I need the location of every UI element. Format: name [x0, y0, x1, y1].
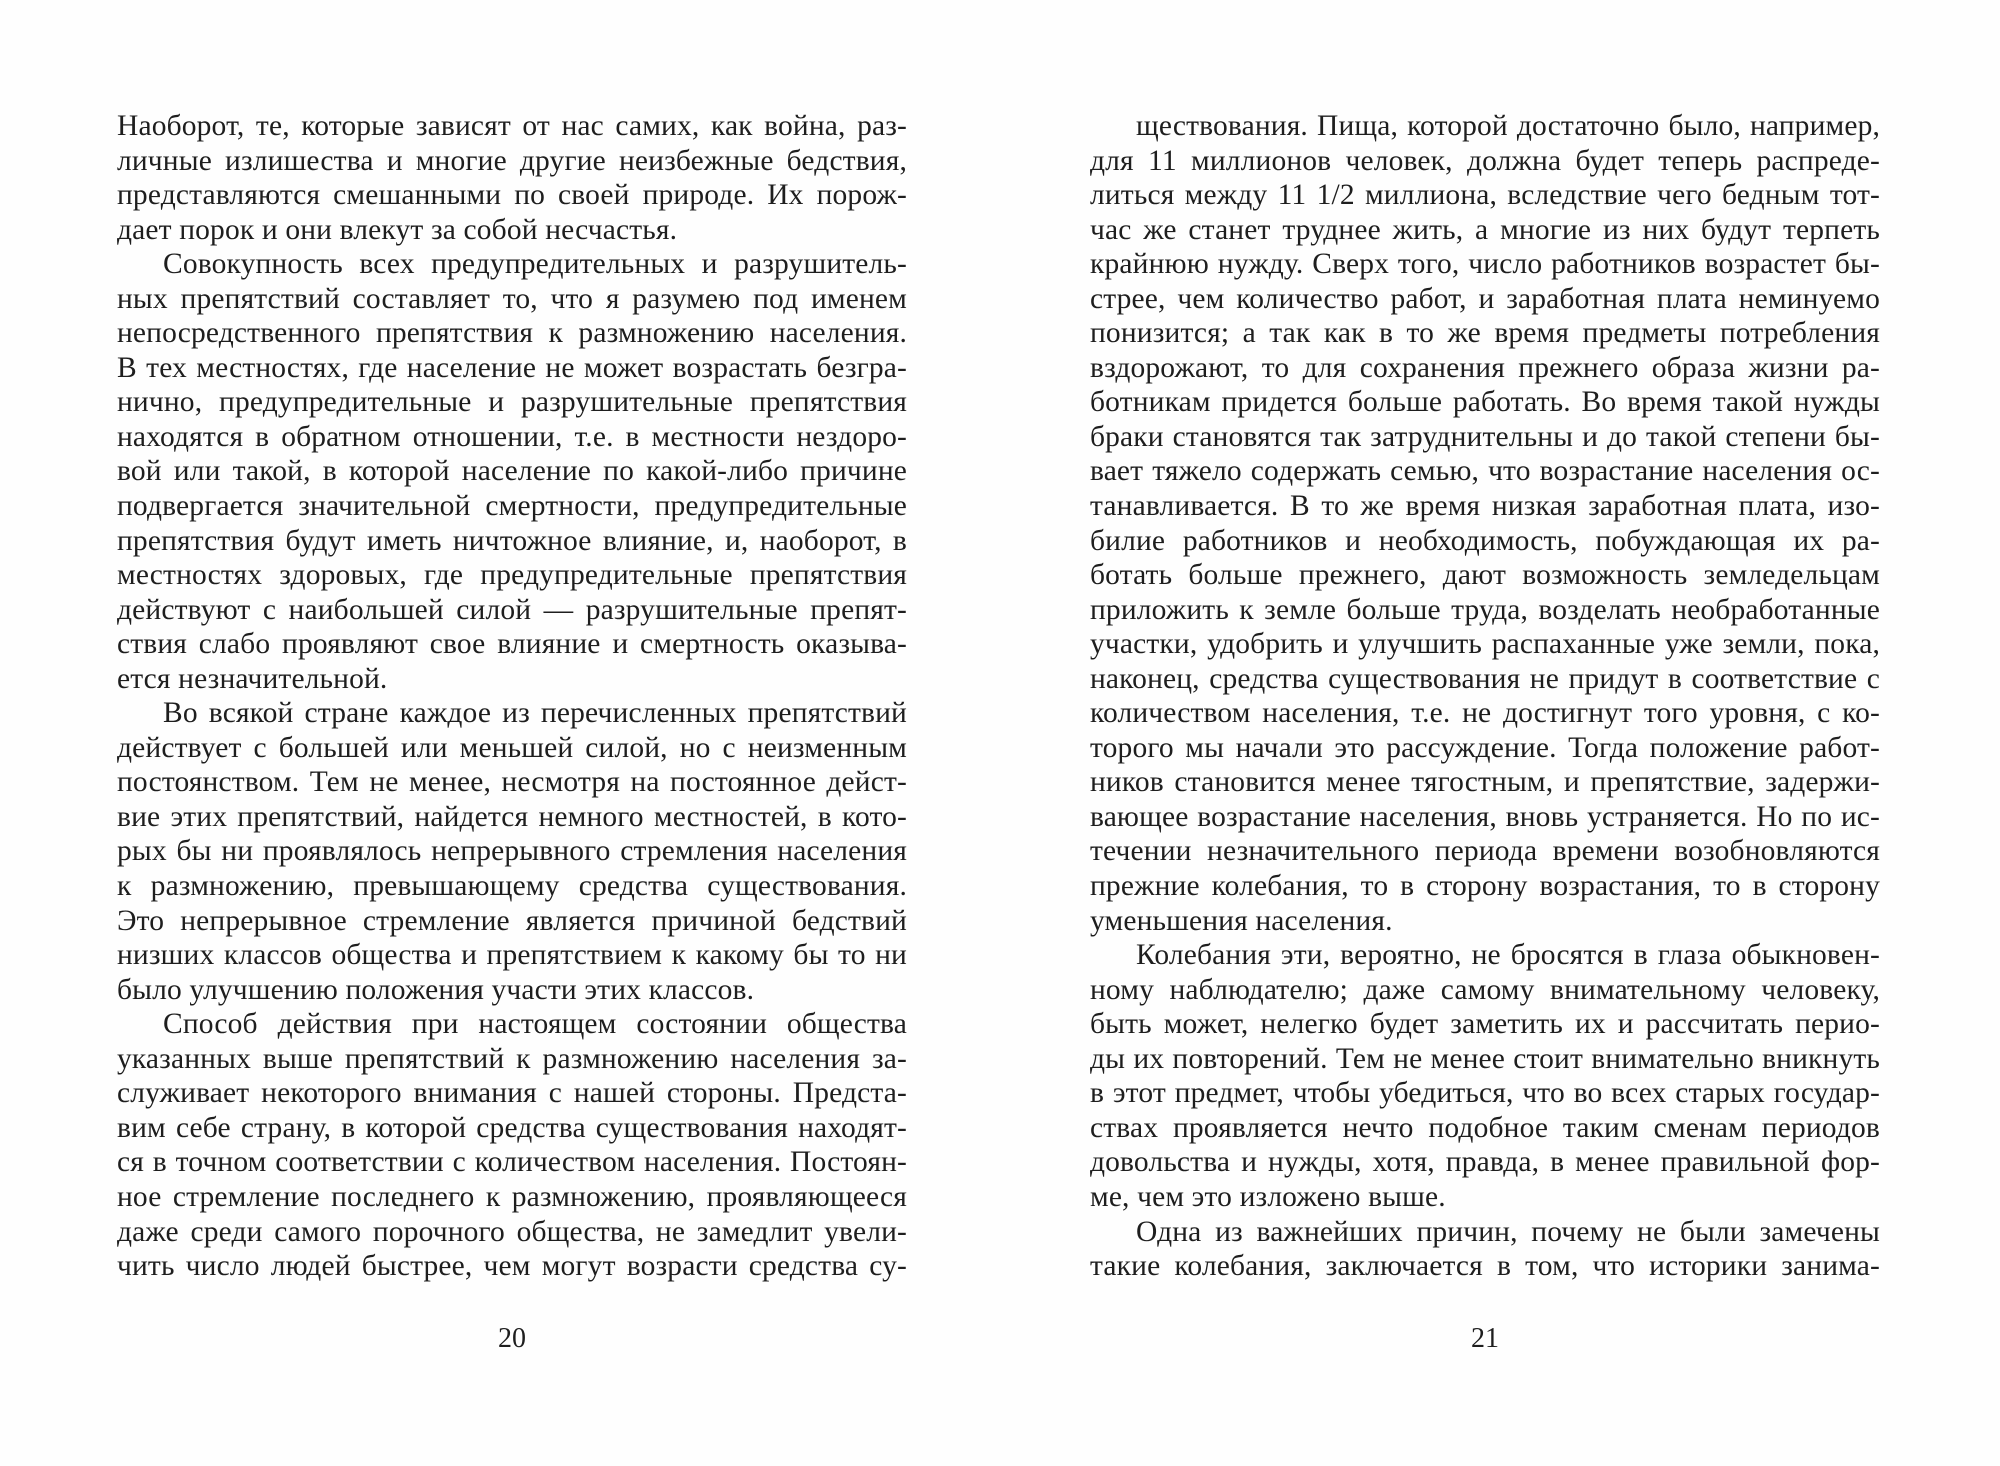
text-line: вздорожают, то для сохранения прежнего образа жизни ра- [1090, 351, 1880, 384]
text-line: ному наблюдателю; даже самому внимательному человеку, [1090, 973, 1880, 1006]
text-line: ществования. Пища, которой достаточно было, например, [1136, 110, 1880, 142]
text-line: стрее, чем количество работ, и заработная плата неминуемо [1090, 282, 1880, 315]
text-line: ствия слабо проявляют свое влияние и смертность оказыва- [117, 628, 907, 661]
text-line: даже среди самого порочного общества, не замедлит увели- [117, 1215, 907, 1248]
text-line: непосредственного препятствия к размножению населения. [117, 317, 907, 350]
text-line: наконец, средства существования не придут в соответствие с [1090, 662, 1880, 695]
text-line: действует с большей или меньшей силой, но с неизменным [117, 731, 907, 764]
text-line: уменьшения населения. [1090, 904, 1393, 937]
text-line: довольства и нужды, хотя, правда, в менее правильной фор- [1090, 1146, 1880, 1179]
text-line: в этот предмет, чтобы убедиться, что во всех старых государ- [1090, 1077, 1880, 1110]
text-line: Совокупность всех предупредительных и разрушитель- [163, 248, 907, 281]
text-line: ботникам придется больше работать. Во время такой нужды [1090, 386, 1880, 419]
text-line: препятствия будут иметь ничтожное влияние, и, наоборот, в [117, 524, 907, 557]
text-line: участки, удобрить и улучшить распаханные уже земли, пока, [1090, 628, 1880, 661]
text-line: местностях здоровых, где предупредительные препятствия [117, 559, 907, 592]
text-line: вой или такой, в которой население по какой-либо причине [117, 455, 907, 488]
text-line: ников становится менее тягостным, и препятствие, задержи- [1090, 766, 1880, 799]
text-line: литься между 11 1/2 миллиона, вследствие чего бедным тот- [1090, 179, 1880, 212]
text-line: личные излишества и многие другие неизбежные бедствия, [117, 144, 907, 177]
text-line: чить число людей быстрее, чем могут возрасти средства су- [117, 1250, 907, 1283]
text-line: крайнюю нужду. Сверх того, число работников возрастет бы- [1090, 248, 1880, 281]
text-line: Колебания эти, вероятно, не бросятся в глаза обыкновен- [1136, 939, 1880, 972]
text-line: вающее возрастание населения, вновь устраняется. Но по ис- [1090, 800, 1880, 833]
text-line: В тех местностях, где население не может возрастать безгра- [117, 351, 907, 384]
text-line: находятся в обратном отношении, т.е. в местности нездоро- [117, 420, 907, 453]
text-line: для 11 миллионов человек, должна будет теперь распреде- [1090, 144, 1880, 177]
text-line: вие этих препятствий, найдется немного местностей, в кото- [117, 800, 907, 833]
text-line: ное стремление последнего к размножению, проявляющееся [117, 1180, 907, 1213]
text-line: понизится; а так как в то же время предметы потребления [1090, 317, 1880, 350]
text-line: приложить к земле больше труда, возделать необработанные [1090, 593, 1880, 626]
text-line: Наоборот, те, которые зависят от нас самих, как война, раз- [117, 110, 907, 142]
text-line: прежние колебания, то в сторону возрастания, то в сторону [1090, 870, 1880, 903]
text-line: час же станет труднее жить, а многие из них будут терпеть [1090, 213, 1880, 246]
text-line: торого мы начали это рассуждение. Тогда положение работ- [1090, 731, 1880, 764]
text-line: представляются смешанными по своей природе. Их порож- [117, 179, 907, 212]
text-line: ных препятствий составляет то, что я разумею под именем [117, 282, 907, 315]
text-line: течении незначительного периода времени возобновляются [1090, 835, 1880, 868]
text-line: нично, предупредительные и разрушительные препятствия [117, 386, 907, 419]
text-line: ется незначительной. [117, 662, 388, 695]
text-line: постоянством. Тем не менее, несмотря на постоянное дейст- [117, 766, 907, 799]
text-line: Способ действия при настоящем состоянии общества [163, 1008, 907, 1041]
text-line: браки становятся так затруднительны и до такой степени бы- [1090, 420, 1880, 453]
left-page-text [117, 109, 907, 1284]
text-line: ды их повторений. Тем не менее стоит внимательно вникнуть [1090, 1042, 1880, 1075]
text-line: такие колебания, заключается в том, что историки занима- [1090, 1250, 1880, 1283]
text-line: было улучшению положения участи этих классов. [117, 973, 755, 1006]
text-line: ботать больше прежнего, дают возможность земледельцам [1090, 559, 1880, 592]
text-line: количеством населения, т.е. не достигнут того уровня, с ко- [1090, 697, 1880, 730]
right-page-text [1090, 109, 1880, 1284]
text-line: к размножению, превышающему средства существования. [117, 870, 907, 903]
text-line: действуют с наибольшей силой — разрушительные препят- [117, 593, 907, 626]
text-line: ме, чем это изложено выше. [1090, 1180, 1446, 1213]
text-line: рых бы ни проявлялось непрерывного стремления населения [117, 835, 907, 868]
left-page-number: 20 [498, 1323, 526, 1354]
text-line: быть может, нелегко будет заметить их и рассчитать перио- [1090, 1008, 1880, 1041]
right-page-number: 21 [1471, 1323, 1499, 1354]
text-line: ся в точном соответствии с количеством населения. Постоян- [117, 1146, 907, 1179]
text-line: подвергается значительной смертности, предупредительные [117, 490, 907, 523]
text-line: вим себе страну, в которой средства существования находят- [117, 1111, 907, 1144]
text-line: дает порок и они влекут за собой несчастья. [117, 213, 678, 246]
right-page [1000, 0, 2000, 1466]
text-line: Одна из важнейших причин, почему не были замечены [1136, 1215, 1880, 1248]
text-line: Это непрерывное стремление является причиной бедствий [117, 904, 907, 937]
text-line: вает тяжело содержать семью, что возрастание населения ос- [1090, 455, 1880, 488]
text-line: низших классов общества и препятствием к какому бы то ни [117, 939, 907, 972]
text-line: указанных выше препятствий к размножению населения за- [117, 1042, 907, 1075]
text-line: Во всякой стране каждое из перечисленных препятствий [163, 697, 907, 730]
text-line: служивает некоторого внимания с нашей стороны. Предста- [117, 1077, 907, 1110]
text-line: ствах проявляется нечто подобное таким сменам периодов [1090, 1111, 1880, 1144]
text-line: танавливается. В то же время низкая заработная плата, изо- [1090, 490, 1880, 523]
text-line: билие работников и необходимость, побуждающая их ра- [1090, 524, 1880, 557]
